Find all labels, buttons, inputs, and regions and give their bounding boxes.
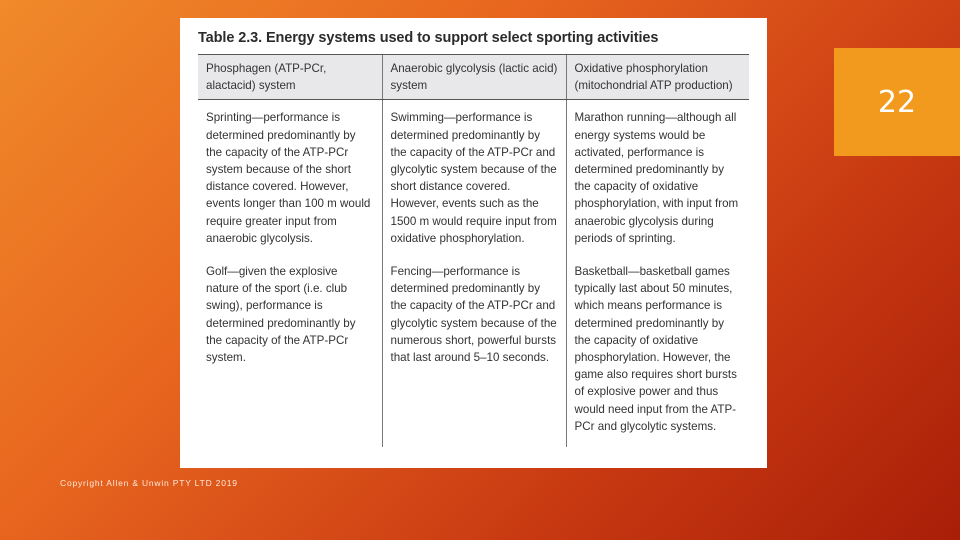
page-number: 22 <box>877 84 917 120</box>
cell-swimming: Swimming—performance is determined predominantly by the capacity of the ATP-PCr and glycolytic system because of the short distance covered. However, events such as the 1500 m would require input from oxidative phosphorylation. <box>382 100 566 259</box>
table-image <box>180 18 767 468</box>
header-phosphagen: Phosphagen (ATP-PCr, alactacid) system <box>198 55 382 100</box>
table-row <box>198 100 749 259</box>
cell-basketball: Basketball—basketball games typically last about 50 minutes, which means performance is determined predominantly by the capacity of oxidative phosphorylation. However, the game also requires short bursts of explosive power and thus would need input from the ATP-PCr and glycolytic systems. <box>566 259 749 447</box>
page-number-badge <box>834 48 960 156</box>
header-oxidative-phosphorylation: Oxidative phosphorylation (mitochondrial ATP production) <box>566 55 749 100</box>
table-header-row <box>198 55 749 100</box>
cell-fencing: Fencing—performance is determined predominantly by the capacity of the ATP-PCr and glycolytic system because of the numerous short, powerful bursts that last around 5–10 seconds. <box>382 259 566 447</box>
table-title: Table 2.3. Energy systems used to support select sporting activities <box>198 30 659 46</box>
header-anaerobic-glycolysis: Anaerobic glycolysis (lactic acid) system <box>382 55 566 100</box>
energy-systems-table <box>198 54 749 447</box>
cell-marathon: Marathon running—although all energy systems would be activated, performance is determined predominantly by the capacity of oxidative phosphorylation, with input from anaerobic glycolysis during periods of sprinting. <box>566 100 749 259</box>
cell-sprinting: Sprinting—performance is determined predominantly by the capacity of the ATP-PCr system because of the short distance covered. However, events longer than 100 m would require greater input from anaerobic glycolysis. <box>206 111 371 245</box>
table-row <box>198 259 749 447</box>
copyright-notice: Copyright Allen & Unwin PTY LTD 2019 <box>60 478 238 488</box>
cell-golf: Golf—given the explosive nature of the sport (i.e. club swing), performance is determined predominantly by the capacity of the ATP-PCr system. <box>206 265 356 365</box>
